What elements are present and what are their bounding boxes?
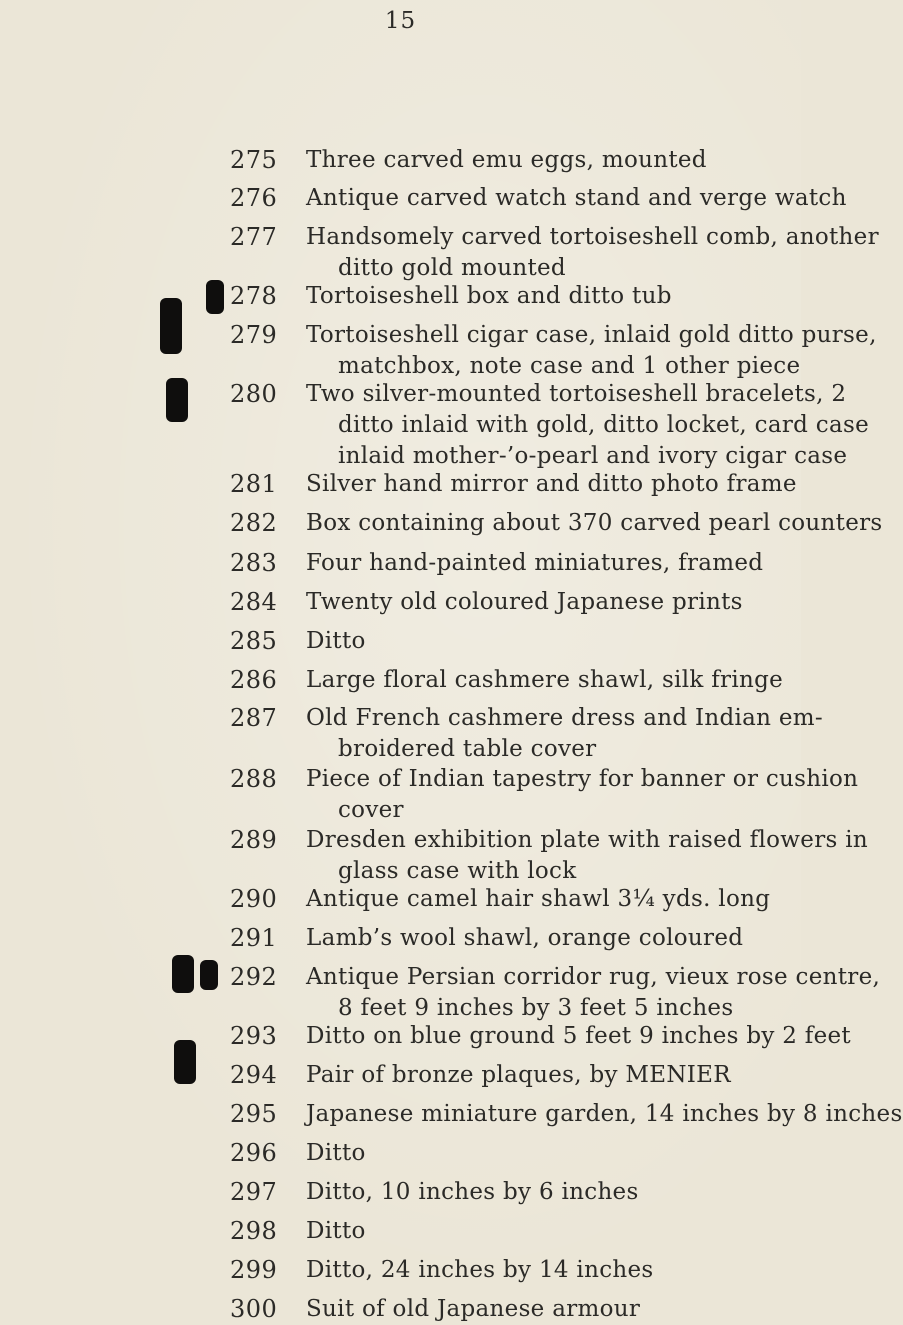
lot-description bbox=[306, 587, 796, 618]
binding-hole-5 bbox=[200, 960, 218, 990]
lot-description-line: Antique Persian corridor rug, vieux rose centre, bbox=[306, 964, 881, 990]
lot-description-line: broidered table cover bbox=[338, 736, 597, 762]
lot-number: 284 bbox=[230, 588, 278, 616]
lot-description-line: 8 feet 9 inches by 3 feet 5 inches bbox=[338, 995, 734, 1021]
lot-description bbox=[306, 222, 879, 284]
lot-description-line: Ditto on blue ground 5 feet 9 inches by 2 feet bbox=[306, 1023, 851, 1049]
lot-number: 295 bbox=[230, 1100, 278, 1128]
lot-description-line: Large floral cashmere shawl, silk fringe bbox=[306, 667, 784, 693]
lot-description bbox=[306, 469, 796, 500]
lot-number: 294 bbox=[230, 1061, 278, 1089]
lot-description bbox=[306, 764, 859, 826]
lot-number: 291 bbox=[230, 924, 278, 952]
lot-description-line: glass case with lock bbox=[338, 858, 577, 884]
lot-description-line: Ditto, 10 inches by 6 inches bbox=[306, 1179, 639, 1205]
lot-number: 298 bbox=[230, 1217, 278, 1245]
lot-description bbox=[306, 825, 868, 887]
lot-description-line: Ditto bbox=[306, 1218, 366, 1244]
lot-description-line: Antique camel hair shawl 3¼ yds. long bbox=[306, 886, 771, 912]
lot-description bbox=[306, 379, 869, 472]
lot-description-line: ditto inlaid with gold, ditto locket, card case bbox=[338, 412, 869, 438]
lot-description-line: Box containing about 370 carved pearl counters bbox=[306, 510, 883, 536]
lot-number: 286 bbox=[230, 666, 278, 694]
lot-number: 296 bbox=[230, 1139, 278, 1167]
lot-number: 287 bbox=[230, 704, 278, 732]
lot-description-line: Tortoiseshell cigar case, inlaid gold ditto purse, bbox=[306, 322, 877, 348]
lot-number: 285 bbox=[230, 627, 278, 655]
lot-number: 280 bbox=[230, 380, 278, 408]
lot-description-line: Suit of old Japanese armour bbox=[306, 1296, 641, 1322]
lot-description-line: Ditto bbox=[306, 628, 366, 654]
lot-number: 277 bbox=[230, 223, 278, 251]
lot-description bbox=[306, 183, 847, 214]
lot-description bbox=[306, 665, 796, 696]
binding-hole-6 bbox=[174, 1040, 196, 1084]
lot-description bbox=[306, 1216, 796, 1247]
lot-description-line: Ditto bbox=[306, 1140, 366, 1166]
lot-number: 283 bbox=[230, 549, 278, 577]
binding-hole-4 bbox=[172, 955, 194, 993]
lot-number: 300 bbox=[230, 1295, 278, 1323]
lot-description bbox=[306, 1099, 903, 1130]
lot-description bbox=[306, 320, 877, 382]
lot-description-line: Handsomely carved tortoiseshell comb, another bbox=[306, 224, 879, 250]
lot-description-line: Two silver-mounted tortoiseshell bracelets, 2 bbox=[306, 381, 847, 407]
lot-description-line: matchbox, note case and 1 other piece bbox=[338, 353, 801, 379]
lot-description bbox=[306, 1177, 796, 1208]
lot-description bbox=[306, 703, 823, 765]
lot-description-line: Four hand-painted miniatures, framed bbox=[306, 550, 764, 576]
lot-description-line: Pair of bronze plaques, by MENIER bbox=[306, 1062, 731, 1088]
lot-description-line: Old French cashmere dress and Indian em- bbox=[306, 705, 823, 731]
lot-description-line: Lamb’s wool shawl, orange coloured bbox=[306, 925, 744, 951]
lot-description-line: ditto gold mounted bbox=[338, 255, 566, 281]
lot-number: 299 bbox=[230, 1256, 278, 1284]
lot-description bbox=[306, 1294, 796, 1325]
lot-description bbox=[306, 923, 796, 954]
lot-number: 288 bbox=[230, 765, 278, 793]
lot-description-line: Twenty old coloured Japanese prints bbox=[306, 589, 743, 615]
lot-description bbox=[306, 145, 796, 176]
lot-description bbox=[306, 508, 883, 539]
lot-description-line: Tortoiseshell box and ditto tub bbox=[306, 283, 672, 309]
lot-description bbox=[306, 626, 796, 657]
lot-number: 279 bbox=[230, 321, 278, 349]
lot-number: 292 bbox=[230, 963, 278, 991]
lot-description bbox=[306, 1255, 796, 1286]
lot-description bbox=[306, 281, 796, 312]
lot-description-line: Japanese miniature garden, 14 inches by 8 inches bbox=[306, 1101, 903, 1127]
lot-number: 281 bbox=[230, 470, 278, 498]
binding-hole-1 bbox=[160, 298, 182, 354]
lot-description-line: Piece of Indian tapestry for banner or cushion bbox=[306, 766, 859, 792]
lot-number: 282 bbox=[230, 509, 278, 537]
page-number: 15 bbox=[384, 8, 417, 34]
lot-description-line: inlaid mother-’o-pearl and ivory cigar case bbox=[338, 443, 848, 469]
lot-description bbox=[306, 548, 796, 579]
lot-description bbox=[306, 962, 881, 1024]
lot-number: 297 bbox=[230, 1178, 278, 1206]
lot-description-line: Dresden exhibition plate with raised flowers in bbox=[306, 827, 868, 853]
lot-description-line: Silver hand mirror and ditto photo frame bbox=[306, 471, 797, 497]
binding-hole-3 bbox=[166, 378, 188, 422]
lot-number: 290 bbox=[230, 885, 278, 913]
lot-description-line: Ditto, 24 inches by 14 inches bbox=[306, 1257, 654, 1283]
lot-description bbox=[306, 1138, 796, 1169]
lot-number: 278 bbox=[230, 282, 278, 310]
lot-description-line: cover bbox=[338, 797, 404, 823]
lot-number: 293 bbox=[230, 1022, 278, 1050]
lot-number: 276 bbox=[230, 184, 278, 212]
lot-description-line: Three carved emu eggs, mounted bbox=[306, 147, 707, 173]
lot-description bbox=[306, 1021, 851, 1052]
lot-description-line: Antique carved watch stand and verge watch bbox=[306, 185, 847, 211]
lot-number: 275 bbox=[230, 146, 278, 174]
lot-description bbox=[306, 884, 796, 915]
lot-number: 289 bbox=[230, 826, 278, 854]
lot-description bbox=[306, 1060, 796, 1091]
binding-hole-2 bbox=[206, 280, 224, 314]
